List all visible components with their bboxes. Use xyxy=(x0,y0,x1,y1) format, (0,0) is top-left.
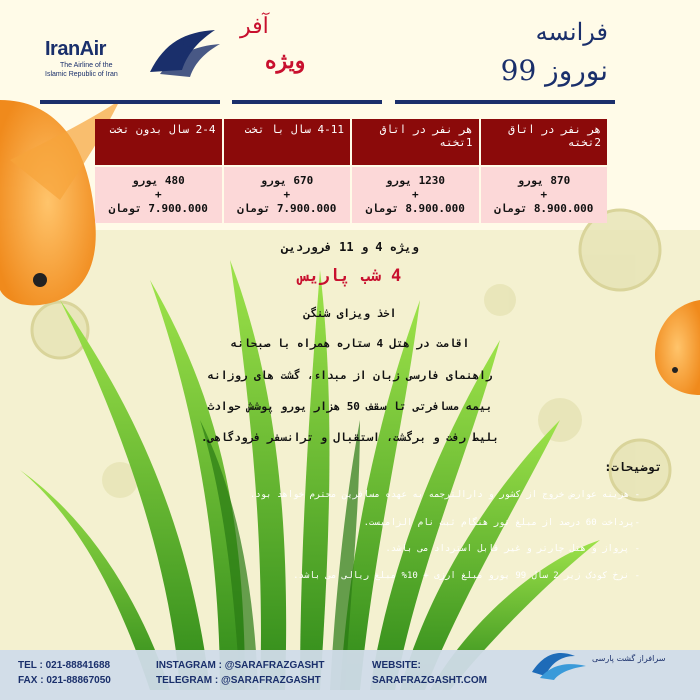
price-cell-single xyxy=(352,167,479,223)
note-item-1: - هزینه عوارض خروج از کشور و دارالترجمه به عهده مسافرین محترم خواهد بود. xyxy=(249,490,640,500)
column-header-double: هر نفر در اتاق 2تخته xyxy=(481,119,608,165)
service-line-1: اقامت در هتل 4 ستاره همراه با صبحانه xyxy=(230,337,470,350)
price-plus: + xyxy=(540,188,548,201)
price-table-row xyxy=(95,167,607,223)
brand-name: IranAir xyxy=(45,38,106,60)
footer-fax: FAX : 021-88867050 xyxy=(18,675,111,686)
footer-website-label: WEBSITE: xyxy=(372,660,421,671)
destination-title: فرانسه xyxy=(535,18,608,46)
footer-telegram[interactable]: TELEGRAM : @SARAFRAZGASHT xyxy=(156,675,321,686)
price-table xyxy=(93,117,609,225)
offer-word: آفر xyxy=(240,14,269,39)
price-toman: 8.900.000 تومان xyxy=(365,202,465,215)
notes-title: توضیحات: xyxy=(604,460,662,474)
price-toman: 7.900.000 تومان xyxy=(108,202,208,215)
price-euro: 870 یورو xyxy=(517,174,571,187)
service-line-2: راهنمای فارسی زبان از مبداء، گشت های روزانه xyxy=(207,369,493,382)
header-divider-left xyxy=(40,100,220,104)
price-table-header-row xyxy=(95,119,607,165)
footer-tel: TEL : 021-88841688 xyxy=(18,660,111,671)
column-header-child-bed: 4-11 سال با تخت xyxy=(224,119,351,165)
brand-tagline-1: The Airline of the xyxy=(60,62,113,69)
note-item-3: - پرواز و هتل چارتر و غیر قابل استرداد می باشد. xyxy=(385,544,640,554)
header-divider-right xyxy=(395,100,615,104)
price-plus: + xyxy=(283,188,291,201)
visa-line: اخذ ویزای شنگن xyxy=(303,307,397,320)
price-toman: 7.900.000 تومان xyxy=(237,202,337,215)
brand-tagline-2: Islamic Republic of Iran xyxy=(45,71,118,78)
note-item-4: - نرخ کودک زیر 2 سال 99 یورو مبلغ ارزی + 10% مبلغ ریالی می باشد. xyxy=(293,571,640,581)
price-toman: 8.900.000 تومان xyxy=(494,202,594,215)
price-cell-child-nobed xyxy=(95,167,222,223)
price-cell-child-bed xyxy=(224,167,351,223)
header-divider-mid xyxy=(232,100,382,104)
homa-bird-icon xyxy=(140,22,225,82)
occasion-title: نوروز 99 xyxy=(500,54,608,87)
agency-name: سرافراز گشت پارسی xyxy=(592,654,666,663)
agency-wave-icon xyxy=(530,642,590,682)
special-word: ویژه xyxy=(265,48,306,74)
column-header-single: هر نفر در اتاق 1تخته xyxy=(352,119,479,165)
footer-website[interactable]: SARAFRAZGASHT.COM xyxy=(372,675,487,686)
price-euro: 480 یورو xyxy=(131,174,185,187)
offer-title: 4 شب پاریس xyxy=(298,266,402,286)
agency-logo xyxy=(530,640,680,685)
service-line-3: بیمه مسافرتی تا سقف 50 هزار یورو پوشش حوادث xyxy=(207,400,493,413)
footer-instagram[interactable]: INSTAGRAM : @SARAFRAZGASHT xyxy=(156,660,325,671)
price-cell-double xyxy=(481,167,608,223)
price-plus: + xyxy=(154,188,162,201)
iranair-logo xyxy=(140,22,225,82)
note-item-2: -پرداخت 60 درصد از مبلغ تور هنگام ثبت نام الزامیست. xyxy=(363,518,640,528)
column-header-child-nobed: 2-4 سال بدون تخت xyxy=(95,119,222,165)
price-euro: 1230 یورو xyxy=(385,174,446,187)
offer-dates: ویژه 4 و 11 فروردین xyxy=(281,240,419,254)
price-plus: + xyxy=(411,188,419,201)
price-euro: 670 یورو xyxy=(260,174,314,187)
service-line-4: بلیط رفت و برگشت، استقبال و ترانسفر فرودگاهی. xyxy=(200,431,499,444)
